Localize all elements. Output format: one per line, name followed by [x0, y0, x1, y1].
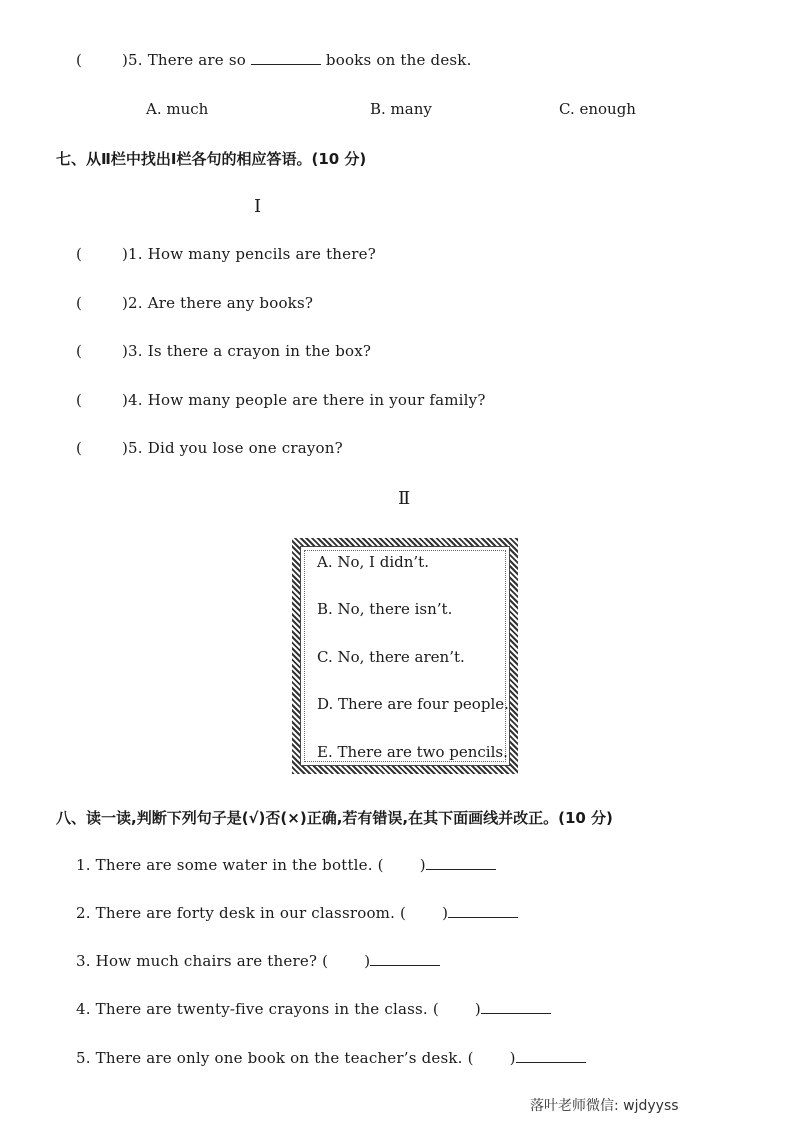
question-text: )5. There are so — [122, 51, 246, 69]
answer-paren[interactable]: ( — [76, 51, 83, 69]
match-question-2: ( )2. Are there any books? — [76, 294, 314, 312]
judge-item-3: 3. How much chairs are there? ( ) — [76, 952, 440, 970]
judge-item-5: 5. There are only one book on the teacher’s desk. ( ) — [76, 1049, 586, 1067]
answer-box — [292, 538, 518, 774]
section8-heading: 八、读一读,判断下列句子是(√)否(×)正确,若有错误,在其下面画线并改正。(10 分) — [56, 809, 613, 827]
answer-e: E. There are two pencils. — [317, 743, 508, 761]
judge-item-4: 4. There are twenty-five crayons in the class. ( ) — [76, 1000, 551, 1018]
correction-blank[interactable] — [448, 916, 518, 918]
column-1-label: Ⅰ — [254, 196, 262, 217]
match-question-5: ( )5. Did you lose one crayon? — [76, 439, 343, 457]
answer-paren[interactable]: ( — [76, 342, 83, 360]
answer-b: B. No, there isn’t. — [317, 600, 453, 618]
correction-blank[interactable] — [516, 1061, 586, 1063]
answer-paren[interactable]: ( — [76, 294, 83, 312]
match-question-1: ( )1. How many pencils are there? — [76, 245, 376, 263]
option-c[interactable]: C. enough — [559, 100, 636, 118]
option-b[interactable]: B. many — [370, 100, 432, 118]
answer-paren[interactable]: ( — [76, 245, 83, 263]
match-question-4: ( )4. How many people are there in your family? — [76, 391, 486, 409]
top-question — [76, 51, 472, 69]
footer-contact: 落叶老师微信: wjdyyss — [530, 1098, 679, 1114]
option-a[interactable]: A. much — [146, 100, 209, 118]
correction-blank[interactable] — [426, 868, 496, 870]
match-question-3: ( )3. Is there a crayon in the box? — [76, 342, 372, 360]
fill-blank[interactable] — [251, 63, 321, 65]
answer-paren[interactable]: ( — [76, 391, 83, 409]
column-2-label: Ⅱ — [398, 488, 411, 509]
answer-a: A. No, I didn’t. — [317, 553, 429, 571]
section7-heading: 七、从Ⅱ栏中找出Ⅰ栏各句的相应答语。(10 分) — [56, 150, 367, 168]
answer-paren[interactable]: ( — [76, 439, 83, 457]
judge-item-2: 2. There are forty desk in our classroom. ( ) — [76, 904, 518, 922]
answer-c: C. No, there aren’t. — [317, 648, 465, 666]
judge-item-1: 1. There are some water in the bottle. ( ) — [76, 856, 496, 874]
answer-d: D. There are four people. — [317, 695, 509, 713]
correction-blank[interactable] — [370, 964, 440, 966]
correction-blank[interactable] — [481, 1012, 551, 1014]
question-text-rest: books on the desk. — [325, 51, 472, 69]
